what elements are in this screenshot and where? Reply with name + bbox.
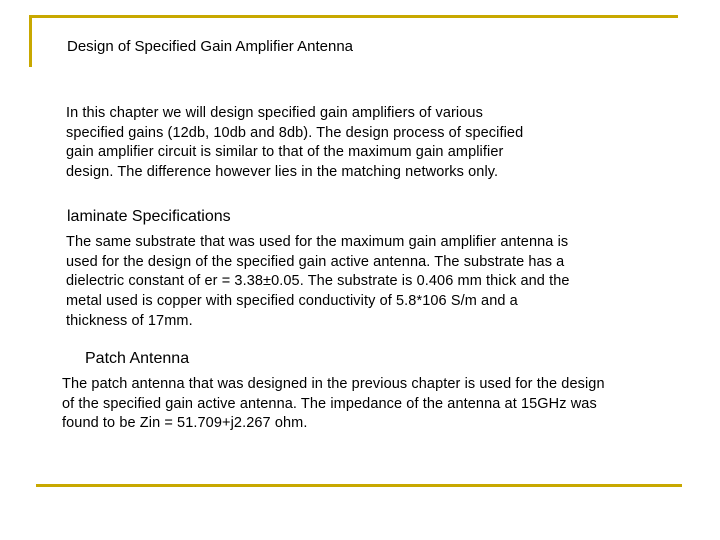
patch-line: The patch antenna that was designed in the previous chapter is used for the design (62, 376, 605, 392)
bottom-border-rule (36, 484, 682, 487)
laminate-line: metal used is copper with specified conductivity of 5.8*106 S/m and a (66, 293, 518, 310)
intro-line: In this chapter we will design specified gain amplifiers of various (66, 105, 483, 121)
patch-line: found to be Zin = 51.709+j2.267 ohm. (62, 415, 308, 432)
laminate-line: thickness of 17mm. (66, 312, 193, 329)
intro-line: specified gains (12db, 10db and 8db). The design process of specified (66, 124, 524, 141)
laminate-specifications-heading: laminate Specifications (67, 208, 231, 225)
page-title: Design of Specified Gain Amplifier Antenna (67, 38, 354, 55)
left-border-rule (29, 15, 32, 67)
intro-line: gain amplifier circuit is similar to that of the maximum gain amplifier (66, 144, 504, 161)
patch-paragraph (62, 375, 605, 434)
intro-line: design. The difference however lies in the matching networks only. (66, 164, 499, 181)
top-border-rule (29, 15, 678, 18)
laminate-line: The same substrate that was used for the maximum gain amplifier antenna is (66, 234, 569, 250)
patch-antenna-heading: Patch Antenna (85, 350, 190, 367)
laminate-line: dielectric constant of er = 3.38±0.05. The substrate is 0.406 mm thick and the (66, 273, 570, 290)
laminate-paragraph (66, 233, 570, 332)
patch-line: of the specified gain active antenna. The impedance of the antenna at 15GHz was (62, 395, 597, 412)
intro-paragraph (66, 104, 523, 183)
laminate-line: used for the design of the specified gain active antenna. The substrate has a (66, 253, 565, 270)
